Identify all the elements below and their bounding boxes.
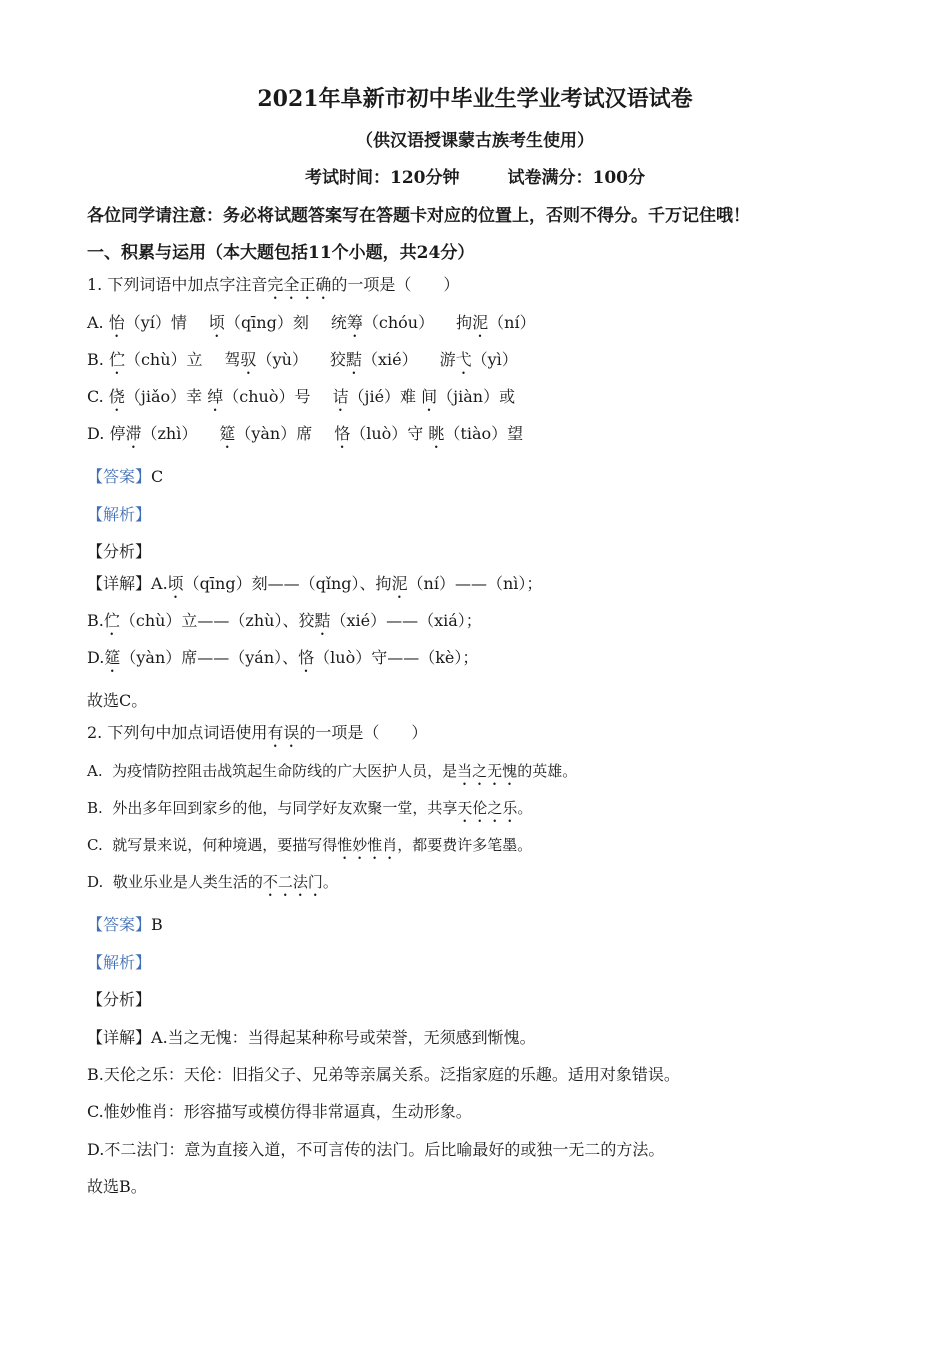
question-1-option-c: C. 侥（jiǎo）幸 绰（chuò）号 诘（jié）难 间（jiàn）或: [87, 387, 516, 406]
question-2-detail-a: 【详解】A.当之无愧：当得起某种称号或荣誉，无须感到惭愧。: [87, 1028, 536, 1047]
question-2-option-a: A. 为疫情防控阻击战筑起生命防线的广大医护人员，是当之无愧的英雄。: [87, 762, 578, 780]
question-1-option-d: D. 停滞（zhì） 筵（yàn）席 恪（luò）守 眺（tiào）望: [87, 424, 524, 443]
question-2-conclusion: 故选B。: [87, 1177, 147, 1196]
section-heading: 一、积累与运用（本大题包括11个小题，共24分）: [87, 243, 475, 263]
question-2-detail-c: C.惟妙惟肖：形容描写或模仿得非常逼真，生动形象。: [87, 1102, 472, 1121]
question-2-detail-d: D.不二法门：意为直接入道，不可言传的法门。后比喻最好的或独一无二的方法。: [87, 1140, 665, 1159]
question-2-fenxi: 【分析】: [87, 990, 152, 1009]
question-1-conclusion: 故选C。: [87, 691, 148, 710]
question-2-option-c: C. 就写景来说，何种境遇，要描写得惟妙惟肖，都要费许多笔墨。: [87, 836, 533, 854]
question-1-detail-b: B.伫（chù）立——（zhù）、狡黠（xié）——（xiá）；: [87, 611, 482, 630]
question-1-jiexi: 【解析】: [87, 505, 152, 524]
question-1-answer: 【答案】C: [87, 467, 164, 486]
exam-score: 试卷满分：100分: [507, 168, 645, 188]
question-2-option-b: B. 外出多年回到家乡的他，与同学好友欢聚一堂，共享天伦之乐。: [87, 799, 533, 817]
page-subtitle: （供汉语授课蒙古族考生使用）: [356, 131, 594, 151]
question-2-answer: 【答案】B: [87, 915, 163, 934]
question-2-detail-b: B.天伦之乐：天伦：旧指父子、兄弟等亲属关系。泛指家庭的乐趣。适用对象错误。: [87, 1065, 680, 1084]
question-1-fenxi: 【分析】: [87, 542, 152, 561]
question-2-option-d: D. 敬业乐业是人类生活的不二法门。: [87, 873, 338, 891]
question-1-detail-d: D.筵（yàn）席——（yán）、恪（luò）守——（kè）；: [87, 648, 479, 667]
question-2-jiexi: 【解析】: [87, 953, 152, 972]
question-1-stem: 1. 下列词语中加点字注音完全正确的一项是（ ）: [87, 275, 460, 294]
question-1-option-a: A. 怡（yí）情 顷（qīng）刻 统筹（chóu） 拘泥（ní）: [87, 313, 536, 332]
question-2-stem: 2. 下列句中加点词语使用有误的一项是（ ）: [87, 723, 428, 742]
exam-time: 考试时间：120分钟: [305, 168, 460, 188]
exam-meta: [0, 167, 950, 189]
question-1-detail-a: 【详解】A.顷（qīng）刻——（qǐng）、拘泥（ní）——（nì）；: [87, 574, 543, 593]
question-1-option-b: B. 伫（chù）立 驾驭（yù） 狡黠（xié） 游弋（yì）: [87, 350, 518, 369]
notice-text: 各位同学请注意：务必将试题答案写在答题卡对应的位置上，否则不得分。千万记住哦！: [87, 206, 750, 226]
page-title: 2021年阜新市初中毕业生学业考试汉语试卷: [257, 86, 693, 112]
